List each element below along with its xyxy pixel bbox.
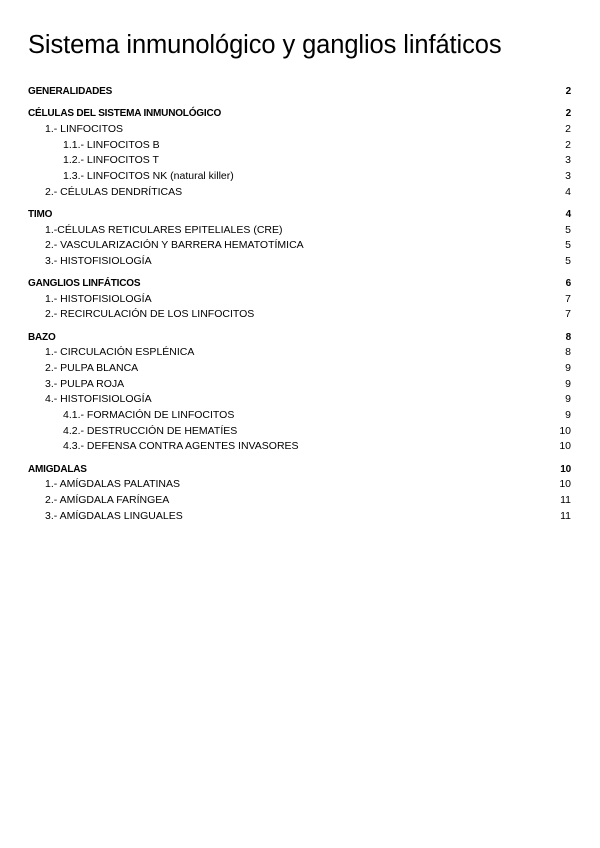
toc-entry-label: 1.2.- LINFOCITOS T <box>63 154 159 167</box>
table-of-contents <box>28 84 571 531</box>
toc-entry-row[interactable] <box>28 361 571 377</box>
toc-section <box>28 207 571 270</box>
toc-page-number: 4 <box>565 185 571 198</box>
toc-entry-row[interactable] <box>28 254 571 270</box>
toc-page-number: 11 <box>560 494 571 506</box>
toc-heading-row[interactable] <box>28 106 571 122</box>
toc-entry-label: TIMO <box>28 208 53 220</box>
toc-page-number: 5 <box>565 239 571 252</box>
toc-page-number: 3 <box>565 169 571 182</box>
toc-entry-label: 4.3.- DEFENSA CONTRA AGENTES INVASORES <box>63 440 299 453</box>
toc-page-number: 5 <box>565 254 571 267</box>
toc-entry-row[interactable] <box>28 477 571 493</box>
toc-page-number: 11 <box>560 509 571 522</box>
toc-page-number: 10 <box>559 478 571 491</box>
toc-page-number: 3 <box>565 154 571 167</box>
toc-entry-row[interactable] <box>28 292 571 308</box>
toc-heading-row[interactable] <box>28 84 571 100</box>
document-title: Sistema inmunológico y ganglios linfáticos <box>28 31 502 59</box>
toc-page-number: 10 <box>559 424 571 437</box>
toc-entry-row[interactable] <box>28 509 571 525</box>
toc-entry-row[interactable] <box>28 122 571 138</box>
toc-entry-label: 2.- PULPA BLANCA <box>45 362 139 374</box>
toc-entry-row[interactable] <box>28 307 571 323</box>
toc-page-number: 10 <box>560 463 571 475</box>
toc-entry-row[interactable] <box>28 377 571 393</box>
toc-entry-label: 2.- RECIRCULACIÓN DE LOS LINFOCITOS <box>45 308 255 321</box>
toc-section <box>28 276 571 323</box>
toc-entry-row[interactable] <box>28 153 571 169</box>
toc-entry-label: 1.- AMÍGDALAS PALATINAS <box>45 478 180 491</box>
toc-entry-label: 1.-CÉLULAS RETICULARES EPITELIALES (CRE) <box>45 223 283 236</box>
toc-heading-row[interactable] <box>28 276 571 292</box>
toc-entry-label: 1.1.- LINFOCITOS B <box>63 138 160 151</box>
toc-entry-row[interactable] <box>28 185 571 201</box>
toc-page-number: 5 <box>565 223 571 236</box>
toc-entry-row[interactable] <box>28 408 571 424</box>
toc-page-number: 9 <box>565 409 571 422</box>
toc-page-number: 2 <box>565 122 571 135</box>
toc-page-number: 10 <box>559 440 571 453</box>
toc-page-number: 7 <box>565 292 571 305</box>
toc-entry-label: 4.2.- DESTRUCCIÓN DE HEMATÍES <box>63 424 238 437</box>
toc-heading-row[interactable] <box>28 207 571 223</box>
toc-entry-label: BAZO <box>28 331 56 343</box>
toc-entry-label: 2.- AMÍGDALA FARÍNGEA <box>45 494 170 506</box>
toc-page-number: 8 <box>565 346 571 359</box>
toc-entry-row[interactable] <box>28 345 571 361</box>
toc-entry-label: 3.- PULPA ROJA <box>45 377 125 390</box>
toc-entry-row[interactable] <box>28 169 571 185</box>
toc-page-number: 9 <box>565 362 571 374</box>
toc-entry-label: 4.1.- FORMACIÓN DE LINFOCITOS <box>63 409 235 422</box>
toc-page-number: 8 <box>565 331 571 343</box>
toc-page-number: 4 <box>565 208 571 220</box>
toc-entry-label: 4.- HISTOFISIOLOGÍA <box>45 393 152 406</box>
toc-entry-label: 1.3.- LINFOCITOS NK (natural killer) <box>63 169 234 182</box>
toc-entry-label: 1.- LINFOCITOS <box>45 122 123 135</box>
toc-section <box>28 84 571 100</box>
toc-entry-label: CÉLULAS DEL SISTEMA INMUNOLÓGICO <box>28 108 222 120</box>
toc-entry-row[interactable] <box>28 392 571 408</box>
toc-section <box>28 330 571 456</box>
toc-entry-row[interactable] <box>28 424 571 440</box>
toc-entry-label: 1.- CIRCULACIÓN ESPLÉNICA <box>45 346 195 359</box>
toc-section <box>28 462 571 525</box>
toc-section <box>28 106 571 200</box>
toc-entry-row[interactable] <box>28 223 571 239</box>
toc-page-number: 2 <box>565 86 571 97</box>
toc-heading-row[interactable] <box>28 330 571 346</box>
toc-entry-label: GENERALIDADES <box>28 86 113 97</box>
toc-entry-label: 3.- AMÍGDALAS LINGUALES <box>45 509 183 522</box>
toc-entry-row[interactable] <box>28 493 571 509</box>
toc-entry-label: 1.- HISTOFISIOLOGÍA <box>45 292 152 305</box>
toc-entry-row[interactable] <box>28 138 571 154</box>
toc-entry-label: 3.- HISTOFISIOLOGÍA <box>45 254 152 267</box>
toc-entry-label: AMIGDALAS <box>28 463 87 475</box>
toc-entry-label: GANGLIOS LINFÁTICOS <box>28 278 141 290</box>
toc-page-number: 9 <box>565 377 571 390</box>
toc-page-number: 6 <box>565 278 571 290</box>
toc-page-number: 7 <box>565 308 571 321</box>
toc-entry-row[interactable] <box>28 439 571 455</box>
toc-entry-label: 2.- VASCULARIZACIÓN Y BARRERA HEMATOTÍMICA <box>45 239 304 252</box>
toc-heading-row[interactable] <box>28 462 571 478</box>
toc-entry-label: 2.- CÉLULAS DENDRÍTICAS <box>45 185 183 198</box>
toc-entry-row[interactable] <box>28 238 571 254</box>
toc-page-number: 9 <box>565 393 571 406</box>
toc-page-number: 2 <box>565 138 571 151</box>
toc-page-number: 2 <box>565 108 571 120</box>
